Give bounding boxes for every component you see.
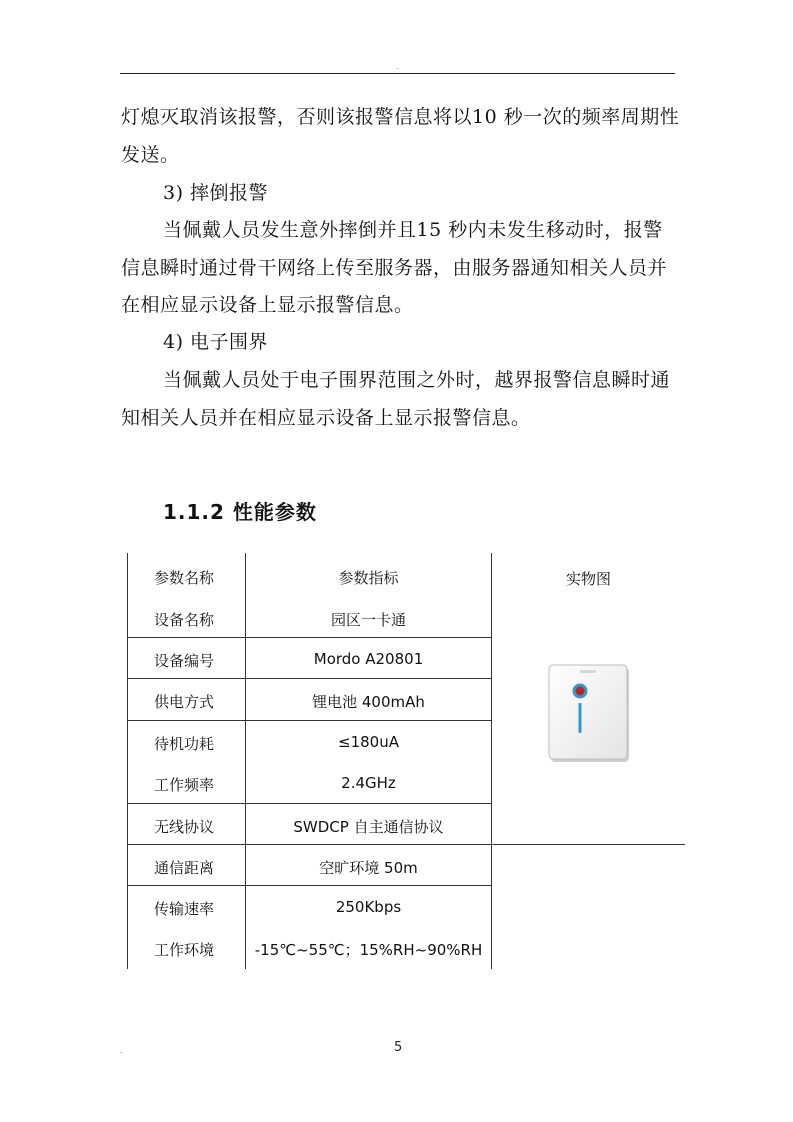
paragraph-1: 灯熄灭取消该报警，否则该报警信息将以10 秒一次的频率周期性发送。 <box>121 106 680 166</box>
row-rule <box>127 844 685 845</box>
parameter-table <box>125 553 685 969</box>
table-border-left <box>127 553 128 969</box>
header-rule <box>120 73 675 74</box>
row-value: 250Kbps <box>335 898 402 916</box>
row-name: 待机功耗 <box>154 735 215 753</box>
row-value: 2.4GHz <box>341 774 396 792</box>
row-name: 供电方式 <box>154 693 215 711</box>
header-param-value: 参数指标 <box>338 569 399 587</box>
row-rule <box>127 637 492 638</box>
row-name: 通信距离 <box>154 859 215 877</box>
row-name: 设备名称 <box>154 611 215 629</box>
row-name: 工作环境 <box>154 941 215 959</box>
footer-mark: . <box>120 1046 123 1055</box>
row-name: 无线协议 <box>154 818 215 836</box>
row-name: 工作频率 <box>154 776 215 794</box>
header-param-name: 参数名称 <box>154 569 215 587</box>
item-3-title: 3) 摔倒报警 <box>163 182 269 204</box>
row-rule <box>127 720 492 721</box>
row-value: 空旷环境 50m <box>319 859 418 877</box>
item-4-title: 4) 电子围界 <box>163 331 269 353</box>
row-name: 设备编号 <box>154 652 215 670</box>
device-card-image <box>547 663 633 765</box>
row-rule <box>127 678 492 679</box>
row-value: -15℃~55℃；15%RH~90%RH <box>254 941 483 959</box>
row-value: 锂电池 400mAh <box>312 693 425 711</box>
row-value: SWDCP 自主通信协议 <box>293 818 444 836</box>
section-heading: 1.1.2 性能参数 <box>163 500 317 524</box>
row-value: 园区一卡通 <box>330 611 406 629</box>
photo-label: 实物图 <box>565 570 611 588</box>
row-rule <box>127 803 492 804</box>
table-divider-2 <box>491 553 492 969</box>
row-name: 传输速率 <box>154 900 215 918</box>
page-number: 5 <box>394 1040 403 1055</box>
row-value: Mordo A20801 <box>313 650 424 668</box>
item-4-text: 当佩戴人员处于电子围界范围之外时，越界报警信息瞬时通知相关人员并在相应显示设备上显示报警信息。 <box>121 369 671 429</box>
row-value: ≤180uA <box>338 733 399 751</box>
header-mark: . <box>396 62 399 71</box>
row-rule <box>127 885 492 886</box>
item-3-text: 当佩戴人员发生意外摔倒并且15 秒内未发生移动时，报警信息瞬时通过骨干网络上传至服务器，由服务器通知相关人员并在相应显示设备上显示报警信息。 <box>121 219 668 316</box>
